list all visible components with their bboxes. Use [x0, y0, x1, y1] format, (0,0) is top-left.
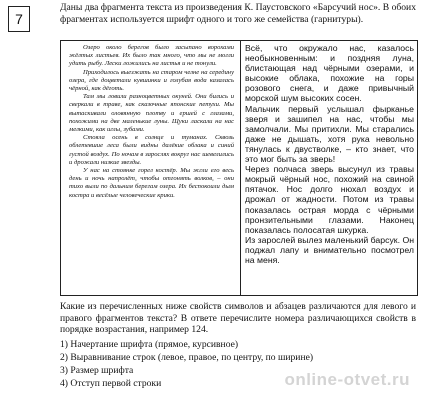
left-fragment — [61, 41, 241, 295]
task-question: Какие из перечисленных ниже свойств символов и абзацев различаются для левого и правого фрагментов текста? В ответе перечислите номера различающихся свойств в порядке возрастания, например 124. — [60, 301, 416, 336]
option-item: 3) Размер шрифта — [60, 365, 134, 376]
left-paragraph: Стояла осень в солнце и туманах. Сквозь облетевшие леса были видны далёкие облака и синий густой воздух. По ночам в зарослях вокруг нас шевелились и дрожали низкие звезды. — [69, 134, 234, 166]
task-intro: Даны два фрагмента текста из произведения К. Паустовского «Барсучий нос». В обоих фрагментах используется шрифт одного и того же семейства (гарнитуры). — [60, 2, 416, 25]
option-item: 2) Выравнивание строк (левое, правое, по центру, по ширине) — [60, 352, 314, 363]
fragments-table — [60, 40, 418, 296]
site-watermark: online-otvet.ru — [284, 370, 410, 389]
left-paragraph: Там мы ловили разноцветных окуней. Они бились и сверкали в траве, как сказочные японские петухи. Мы вытаскивали оловянную плотву и ершей с глазами, похожими на две маленькие луны. Щуки ласкали на нас мелкими, как иглы, зубами. — [69, 93, 234, 134]
task-number: 7 — [8, 6, 30, 32]
option-item: 4) Отступ первой строки — [60, 378, 162, 389]
right-paragraph: Всё, что окружало нас, казалось необыкновенным: и поздняя луна, блистающая над чёрными озерами, и высокие облака, похожие на горы розового снега, и даже привычный морской шум высоких сосен. — [245, 43, 414, 104]
left-paragraph: Озеро около берегов было засыпано ворохами жёлтых листьев. Их было так много, что мы не могли удить рыбу. Лески ложились на листья и не тонули. — [69, 44, 234, 68]
right-paragraph: Через полчаса зверь высунул из травы мокрый чёрный нос, похожий на свиной пятачок. Нос долго нюхал воздух и дрожал от жадности. Потом из травы показалась острая морда с чёрными пронзительными глазами. Наконец показалась полосатая шкурка. — [245, 164, 414, 235]
left-paragraph: Приходилось выезжать на старом челне на середину озера, где доцветали кувшинки и голубая вода казалась чёрной, как дёготь. — [69, 68, 234, 93]
option-item: 1) Начертание шрифта (прямое, курсивное) — [60, 339, 239, 350]
right-paragraph: Мальчик первый услышал фырканье зверя и зашипел на нас, чтобы мы замолчали. Мы притихли. Мы старались даже не дышать, хотя рука невольно тянулась к двустволке, – кто знает, что это мог быть за зверь! — [245, 103, 414, 165]
right-fragment — [241, 41, 417, 295]
right-paragraph: Из зарослей вылез маленький барсук. Он поджал лапу и внимательно посмотрел на меня. — [245, 234, 414, 265]
left-paragraph: У нас на стоянке горел костёр. Мы жгли его весь день и ночь напролёт, чтобы отгонять волков, – они тихо выли по дальним берегам озера. Их беспокоили дым костра и весёлые человеческие крики. — [69, 167, 234, 199]
